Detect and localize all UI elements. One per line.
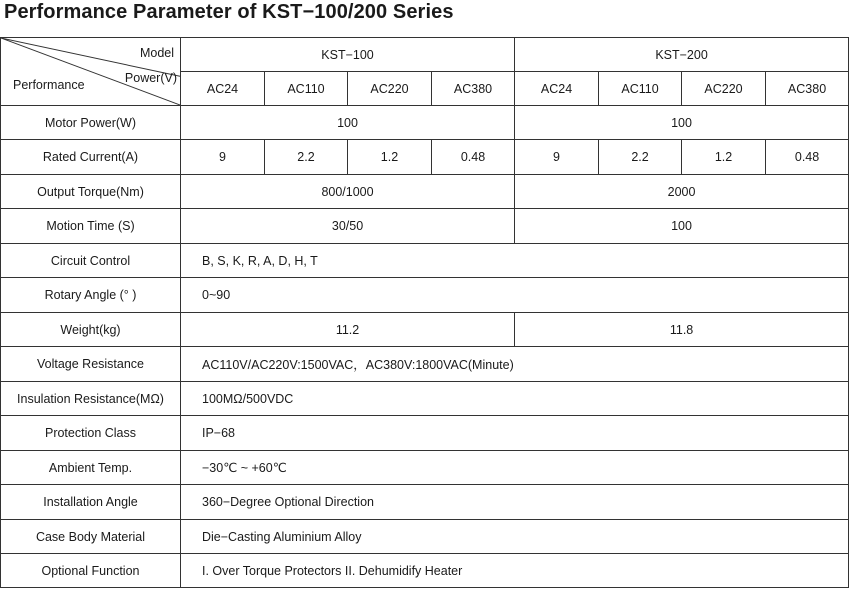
performance-table <box>0 37 849 588</box>
row-case-body-material <box>1 520 849 554</box>
model-kst200-header: KST−200 <box>515 38 849 72</box>
voltage-header: AC24 <box>181 72 265 106</box>
row-motion-time <box>1 209 849 244</box>
page-title: Performance Parameter of KST−100/200 Series <box>4 1 454 23</box>
cell-value: B, S, K, R, A, D, H, T <box>181 244 849 278</box>
cell-value: 11.8 <box>515 313 849 347</box>
cell-value: 0~90 <box>181 278 849 313</box>
model-label: Model <box>139 46 174 60</box>
cell-value: 0.48 <box>766 140 849 175</box>
row-label: Rotary Angle (° ) <box>1 278 181 313</box>
diagonal-header-cell <box>1 38 181 106</box>
cell-value: Die−Casting Aluminium Alloy <box>181 520 849 554</box>
cell-value: 9 <box>181 140 265 175</box>
row-protection-class <box>1 416 849 451</box>
model-kst100-header: KST−100 <box>181 38 515 72</box>
row-voltage-resistance <box>1 347 849 382</box>
row-label: Ambient Temp. <box>1 451 181 485</box>
row-label: Voltage Resistance <box>1 347 181 382</box>
row-label: Motion Time (S) <box>1 209 181 244</box>
row-label: Weight(kg) <box>1 313 181 347</box>
row-ambient-temp <box>1 451 849 485</box>
row-label: Case Body Material <box>1 520 181 554</box>
cell-value: 100 <box>515 106 849 140</box>
row-optional-function <box>1 554 849 588</box>
voltage-header: AC110 <box>599 72 682 106</box>
row-motor-power <box>1 106 849 140</box>
row-label: Circuit Control <box>1 244 181 278</box>
row-circuit-control <box>1 244 849 278</box>
cell-value: 0.48 <box>432 140 515 175</box>
cell-value: 100 <box>181 106 515 140</box>
cell-value: 30/50 <box>181 209 515 244</box>
row-installation-angle <box>1 485 849 520</box>
cell-value: 11.2 <box>181 313 515 347</box>
voltage-header: AC380 <box>766 72 849 106</box>
cell-value: IP−68 <box>181 416 849 451</box>
row-label: Protection Class <box>1 416 181 451</box>
row-output-torque <box>1 175 849 209</box>
row-label: Installation Angle <box>1 485 181 520</box>
power-label: Power(V) <box>124 71 177 85</box>
cell-value: 100MΩ/500VDC <box>181 382 849 416</box>
cell-value: 360−Degree Optional Direction <box>181 485 849 520</box>
row-weight <box>1 313 849 347</box>
row-label: Output Torque(Nm) <box>1 175 181 209</box>
voltage-header: AC380 <box>432 72 515 106</box>
row-label: Optional Function <box>1 554 181 588</box>
row-label: Motor Power(W) <box>1 106 181 140</box>
row-label: Insulation Resistance(MΩ) <box>1 382 181 416</box>
voltage-header: AC220 <box>682 72 766 106</box>
cell-value: 100 <box>515 209 849 244</box>
cell-value: 9 <box>515 140 599 175</box>
voltage-header: AC24 <box>515 72 599 106</box>
row-label: Rated Current(A) <box>1 140 181 175</box>
cell-value: 2.2 <box>265 140 348 175</box>
cell-value: 1.2 <box>682 140 766 175</box>
cell-value: 1.2 <box>348 140 432 175</box>
row-insulation-resistance <box>1 382 849 416</box>
cell-value: −30℃ ~ +60℃ <box>181 451 849 485</box>
row-rotary-angle <box>1 278 849 313</box>
cell-value: 2.2 <box>599 140 682 175</box>
cell-value: 800/1000 <box>181 175 515 209</box>
performance-label: Performance <box>13 78 85 92</box>
voltage-header: AC110 <box>265 72 348 106</box>
cell-value: AC110V/AC220V:1500VAC，AC380V:1800VAC(Minute) <box>181 347 849 382</box>
voltage-header: AC220 <box>348 72 432 106</box>
row-rated-current <box>1 140 849 175</box>
cell-value: 2000 <box>515 175 849 209</box>
cell-value: I. Over Torque Protectors II. Dehumidify Heater <box>181 554 849 588</box>
header-row-models <box>1 38 849 72</box>
